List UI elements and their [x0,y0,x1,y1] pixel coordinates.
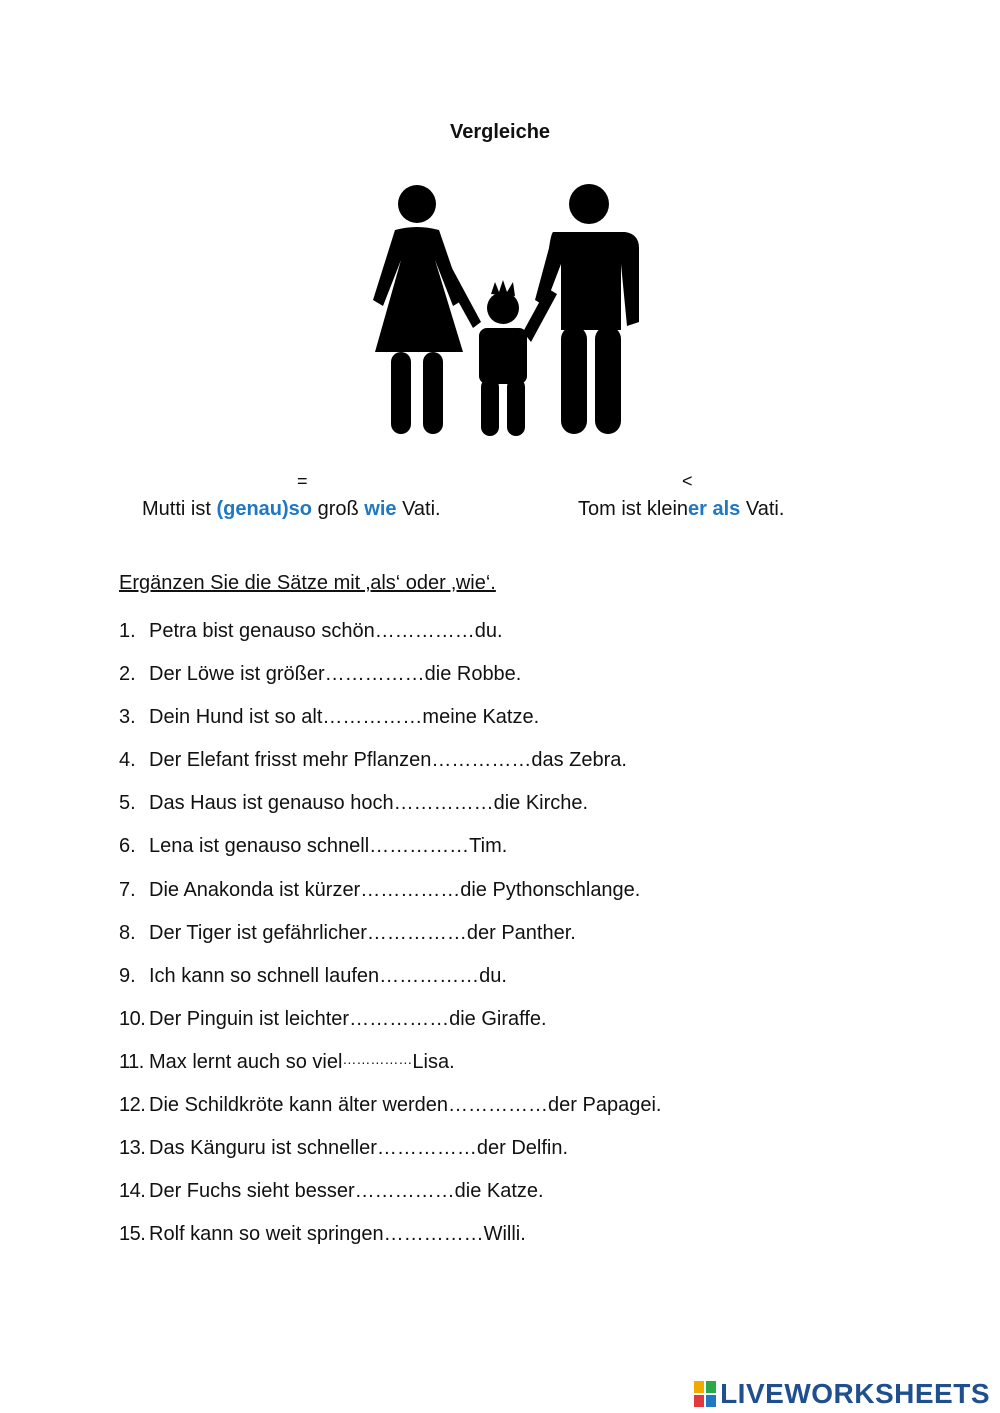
exercise-text-after: die Katze. [454,1180,544,1203]
exercise-text-after: die Kirche. [493,792,589,815]
instruction: Ergänzen Sie die Sätze mit ‚als‘ oder ‚wie‘. [119,572,496,594]
exercise-number: 2. [119,663,136,686]
exercise-text-before: Lena ist genauso schnell [149,835,370,858]
exercise-item [119,1180,661,1223]
exercise-text-after: das Zebra. [531,749,627,772]
example-highlight: er als [688,498,741,520]
answer-blank[interactable]: …………… [379,964,480,987]
exercise-item [119,1223,661,1266]
exercise-number: 5. [119,792,136,815]
exercise-number: 7. [119,878,136,901]
answer-blank[interactable]: …………… [376,1137,477,1160]
exercise-text-before: Ich kann so schnell laufen [149,964,380,987]
answer-blank[interactable]: …………… [366,921,467,944]
exercise-item [119,1137,661,1180]
exercise-text-before: Dein Hund ist so alt [149,706,323,729]
answer-blank[interactable]: …………… [360,878,461,901]
example-text: groß [312,498,365,520]
exercise-text-before: Der Tiger ist gefährlicher [149,921,367,944]
answer-blank[interactable]: …………… [349,1007,450,1030]
exercise-text-after: du. [479,964,507,987]
exercise-item [119,620,661,663]
brand-name: LIVEWORKSHEETS [720,1378,990,1409]
exercise-item [119,792,661,835]
exercise-list [119,620,661,1266]
exercise-text-after: meine Katze. [422,706,540,729]
exercise-text-before: Das Känguru ist schneller [149,1137,377,1160]
answer-blank[interactable]: …………… [383,1223,484,1246]
exercise-text-before: Das Haus ist genauso hoch [149,792,394,815]
answer-blank[interactable]: …………… [354,1180,455,1203]
exercise-item [119,965,661,1008]
exercise-item [119,1094,661,1137]
family-icon [355,182,645,438]
exercise-number: 13. [119,1137,146,1160]
exercise-number: 14. [119,1180,146,1203]
exercise-text-before: Der Pinguin ist leichter [149,1007,350,1030]
exercise-item [119,706,661,749]
exercise-number: 10. [119,1007,146,1030]
exercise-number: 3. [119,706,136,729]
exercise-number: 15. [119,1223,146,1246]
example-highlight: wie [364,498,397,520]
exercise-item [119,922,661,965]
exercise-item [119,835,661,878]
answer-blank[interactable]: …………… [448,1094,549,1117]
exercise-text-after: der Papagei. [548,1094,662,1117]
example-equal [142,498,441,521]
exercise-text-before: Der Elefant frisst mehr Pflanzen [149,749,432,772]
equal-symbol: = [297,471,308,491]
exercise-text-after: Willi. [483,1223,526,1246]
exercise-number: 9. [119,964,136,987]
answer-blank[interactable]: …………… [342,1050,413,1067]
page-title: Vergleiche [449,121,551,143]
exercise-number: 1. [119,620,136,642]
answer-blank[interactable]: …………… [374,620,475,642]
exercise-text-before: Petra bist genauso schön [149,620,375,642]
exercise-number: 12. [119,1094,146,1117]
liveworksheets-brand[interactable] [694,1378,990,1410]
exercise-text-after: du. [474,620,503,642]
example-highlight: (genau)so [216,498,313,520]
exercise-text-before: Max lernt auch so viel [149,1050,343,1073]
exercise-item [119,663,661,706]
example-text: Vati. [740,498,785,520]
exercise-text-after: der Panther. [466,921,576,944]
exercise-text-after: der Delfin. [476,1137,569,1160]
liveworksheets-logo-icon [694,1381,716,1407]
exercise-text-before: Die Schildkröte kann älter werden [149,1094,449,1117]
exercise-text-after: die Giraffe. [449,1007,547,1030]
example-less-than [578,498,784,521]
exercise-item [119,879,661,922]
exercise-number: 8. [119,921,136,944]
answer-blank[interactable]: …………… [322,706,423,729]
exercise-text-before: Der Löwe ist größer [149,663,325,686]
exercise-item [119,1051,661,1094]
exercise-number: 11. [119,1050,144,1073]
answer-blank[interactable]: …………… [324,663,425,686]
example-text: Mutti ist [142,498,217,520]
exercise-number: 6. [119,835,136,858]
less-than-symbol: < [682,471,693,491]
answer-blank[interactable]: …………… [369,835,470,858]
answer-blank[interactable]: …………… [431,749,532,772]
exercise-text-after: die Pythonschlange. [460,878,641,901]
exercise-text-before: Rolf kann so weit springen [149,1223,384,1246]
exercise-item [119,749,661,792]
exercise-text-after: Tim. [469,835,508,858]
exercise-item [119,1008,661,1051]
example-text: Vati. [396,498,441,520]
example-text: Tom ist klein [578,498,689,520]
exercise-text-after: die Robbe. [424,663,522,686]
exercise-number: 4. [119,749,136,772]
exercise-text-before: Der Fuchs sieht besser [149,1180,355,1203]
exercise-text-after: Lisa. [412,1050,455,1073]
exercise-text-before: Die Anakonda ist kürzer [149,878,361,901]
answer-blank[interactable]: …………… [393,792,494,815]
